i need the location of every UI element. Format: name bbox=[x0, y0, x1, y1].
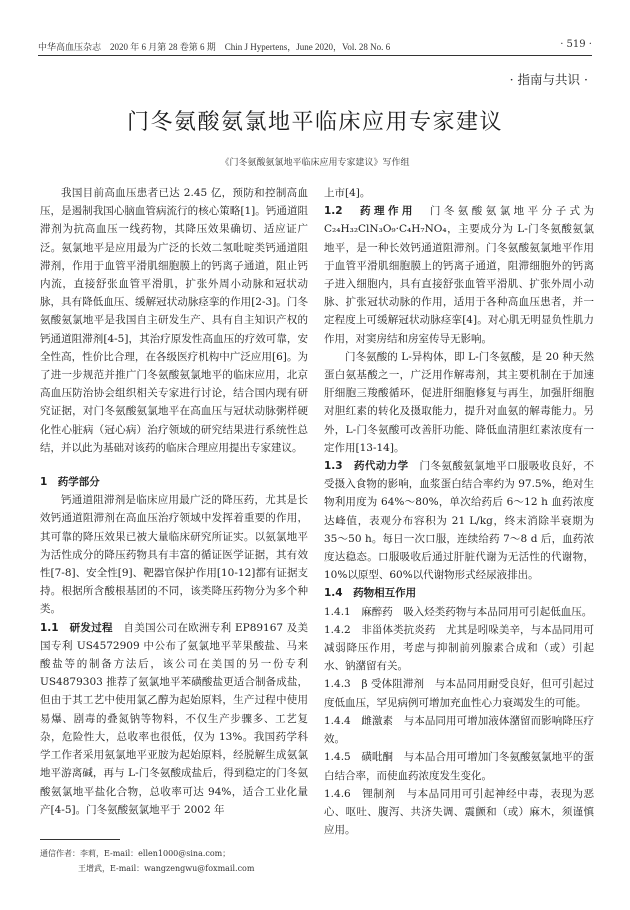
article-title: 门冬氨酸氨氯地平临床应用专家建议 bbox=[126, 110, 503, 135]
section-1-1-text: 自美国公司在欧洲专利 EP89167 及美国专利 US4572909 中公布了氨氯地平苹果酸盐、马来酸盐等的制备方法后，该公司在美国的另一份专利 US4879303 推荐了氨氯地平苯磺酸盐更适合制备成盐，但由于其工艺中使用氯乙醇为起始原料，生产过程中使用易爆、剧毒的叠氮钠等物料，不仅生产步骤多、工艺复杂，危险性大，总收率也很低，仅为 13%。我国药学科学工作者采用氨氯地平亚胺为起始原料，经脱解生成氨氯地平游离碱，再与 L-门冬氨酸成盐后，得到稳定的门冬氨酸氨氯地平盐化合物，总收率可达 94%，适合工业化量产[4-5]。门冬氨酸氨氯地平于 2002 年 bbox=[40, 621, 308, 816]
left-column bbox=[40, 184, 308, 819]
continued-text: 上市[4]。 bbox=[324, 187, 371, 199]
author-group: 《门冬氨酸氨氯地平临床应用专家建议》写作组 bbox=[220, 158, 410, 168]
section-1-4-1: 1.4.1 麻醉药 吸入烃类药物与本品同用可引起低血压。 bbox=[324, 605, 593, 618]
section-1-3-heading: 1.3 药代动力学 bbox=[324, 460, 409, 473]
section-1-4-heading: 1.4 药物相互作用 bbox=[324, 587, 417, 600]
journal-info: 中华高血压杂志 2020 年 6 月第 28 卷第 6 期 Chin J Hypertens，June 2020，Vol. 28 No. 6 bbox=[38, 42, 391, 52]
section-1-2-text: 门冬氨酸氨氯地平分子式为 C₂₄H₃₂ClN₃O₉·C₄H₇NO₄，主要成分为 L-门冬氨酸氨氯地平，是一种长效钙通道阻滞剂。门冬氨酸氨氯地平作用于血管平滑肌细胞膜上的钙离子通道，阻滞细胞外的钙离子进入细胞内，具有直接舒张血管平滑肌、扩张外周小动脉、扩张冠状动脉的作用，适用于各种高血压患者，并一定程度上可缓解冠状动脉痉挛[4]。对心肌无明显负性肌力作用，对窦房结和房室传导无影响。 bbox=[324, 205, 594, 345]
section-1-4-4: 1.4.4 雌激素 与本品同用可增加液体潴留而影响降压疗效。 bbox=[324, 714, 594, 746]
section-1-2-heading: 1.2 药理作用 bbox=[324, 205, 416, 218]
intro-paragraph: 我国目前高血压患者已达 2.45 亿，预防和控制高血压，是遏制我国心脑血管病流行的核心策略[1]。钙通道阻滞剂为抗高血压一线药物，其降压效果确切、适应证广泛。氨氯地平是应用最为广泛的长效二氢吡啶类钙通道阻滞剂，作用于血管平滑肌细胞膜上的钙离子通道，阻止钙内流，直接舒张血管平滑肌，扩张外周小动脉和冠状动脉，具有降低血压、缓解冠状动脉痉挛的作用[2-3]。门冬氨酸氨氯地平是我国自主研发生产、具有自主知识产权的钙通道阻滞剂[4-5]，其治疗原发性高血压的疗效可靠，安全性高，性价比合理，在各级医疗机构中广泛应用[6]。为了进一步规范并推广门冬氨酸氨氯地平的临床应用，北京高血压防治协会组织相关专家进行讨论，结合国内现有研究证据，对门冬氨酸氨氯地平在高血压与冠状动脉粥样硬化性心脏病（冠心病）治疗领域的研究结果进行系统性总结，并以此为基础对该药的临床合理应用提出专家建议。 bbox=[40, 187, 308, 454]
section-1-heading: 1 药学部分 bbox=[40, 476, 100, 489]
section-1-3-text: 门冬氨酸氨氯地平口服吸收良好，不受摄入食物的影响，血浆蛋白结合率约为 97.5%，绝对生物利用度为 64%～80%，单次给药后 6～12 h 血药浓度达峰值，表观分布容积为 21 L/kg，终末消除半衰期为 35～50 h。每日一次口服，连续给药 7～8 d 后，血药浓度达稳态。口服吸收后通过肝脏代谢为无活性的代谢物，10%以原型、60%以代谢物形式经尿液排出。 bbox=[324, 460, 595, 582]
correspondence-footnote bbox=[40, 846, 308, 876]
right-column bbox=[324, 184, 594, 839]
section-1-2-paragraph bbox=[324, 202, 594, 348]
section-1-2-paragraph-2: 门冬氨酸的 L-异构体，即 L-门冬氨酸，是 20 种天然蛋白氨基酸之一，广泛用作解毒剂，其主要机制在于加速肝细胞三羧酸循环，促进肝细胞修复与再生，加强肝细胞对胆红素的转化及摄取能力，提升对血氨的解毒能力。另外，L-门冬氨酸可改善肝功能、降低血清胆红素浓度有一定作用[13-14]。 bbox=[324, 350, 594, 454]
section-tag: · 指南与共识 · bbox=[509, 72, 588, 87]
section-1-1-heading: 1.1 研发过程 bbox=[40, 621, 113, 634]
section-1-4-6: 1.4.6 锂制剂 与本品同用可引起神经中毒，表现为恶心、呕吐、腹泻、共济失调、震颤和（或）麻木，须谨慎应用。 bbox=[324, 787, 594, 837]
section-1-4-5: 1.4.5 磺吡酮 与本品合用可增加门冬氨酸氨氯地平的蛋白结合率，而使血药浓度发生变化。 bbox=[324, 751, 594, 782]
running-header bbox=[38, 38, 592, 56]
section-1-4-2: 1.4.2 非甾体类抗炎药 尤其是吲哚美辛，与本品同用可减弱降压作用，考虑与抑制前列腺素合成和（或）引起水、钠潴留有关。 bbox=[324, 623, 594, 673]
section-1-3-paragraph bbox=[324, 457, 594, 584]
footnote-divider bbox=[40, 839, 120, 840]
section-1-4-3: 1.4.3 β 受体阻滞剂 与本品同用耐受良好，但可引起过度低血压，罕见病例可增加充血性心力衰竭发生的可能。 bbox=[324, 678, 594, 709]
corresponding-author-1: 通信作者：李莉，E-mail：ellen1000@sina.com； bbox=[40, 849, 231, 858]
section-1-1-paragraph bbox=[40, 619, 308, 819]
corresponding-author-2: 王增武，E-mail：wangzengwu@foxmail.com bbox=[78, 864, 255, 873]
page-number: · 519 · bbox=[560, 39, 592, 50]
section-1-paragraph: 钙通道阻滞剂是临床应用最广泛的降压药，尤其是长效钙通道阻滞剂在高血压治疗领域中发挥着重要的作用，其可靠的降压效果已被大量临床研究所证实。以氨氯地平为活性成分的降压药物具有丰富的循证医学证据，其有效性[7-8]、安全性[9]、靶器官保护作用[10-12]都有证据支持。根据所含酸根基团的不同，该类降压药物分为多个种类。 bbox=[40, 494, 308, 616]
